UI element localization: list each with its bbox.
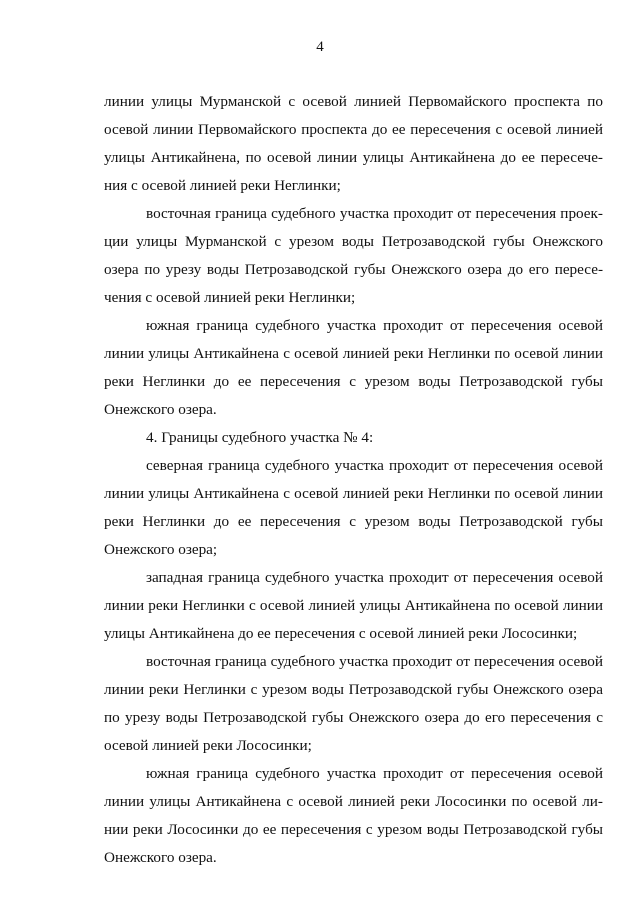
- text-line: северная граница судебного участка проходит от пересечения осевой: [146, 457, 603, 474]
- text-line: реки Неглинки до ее пересечения с урезом воды Петрозаводской губы: [104, 513, 603, 530]
- text-line: западная граница судебного участка проходит от пересечения осевой: [146, 569, 603, 586]
- text-line: Онежского озера;: [104, 541, 218, 558]
- text-line: Онежского озера.: [104, 849, 217, 866]
- text-line: восточная граница судебного участка проходит от пересечения осевой: [146, 653, 603, 670]
- text-line: южная граница судебного участка проходит от пересечения осевой: [146, 765, 603, 782]
- text-line: линии реки Неглинки с осевой линией улицы Антикайнена по осевой линии: [104, 597, 603, 614]
- text-line: Онежского озера.: [104, 401, 217, 418]
- text-line: улицы Антикайнена, по осевой линии улицы Антикайнена до ее пересече-: [104, 149, 603, 166]
- text-line: линии улицы Антикайнена с осевой линией реки Неглинки по осевой линии: [104, 345, 603, 362]
- text-line: ния с осевой линией реки Неглинки;: [104, 177, 341, 194]
- document-body: [104, 88, 603, 872]
- text-line: нии реки Лососинки до ее пересечения с урезом воды Петрозаводской губы: [104, 821, 603, 838]
- section-heading: 4. Границы судебного участка № 4:: [146, 429, 374, 446]
- text-line: осевой линии Первомайского проспекта до ее пересечения с осевой линией: [104, 121, 603, 138]
- text-line: реки Неглинки до ее пересечения с урезом воды Петрозаводской губы: [104, 373, 603, 390]
- text-line: озера по урезу воды Петрозаводской губы Онежского озера до его пересе-: [104, 261, 603, 278]
- text-line: линии реки Неглинки с урезом воды Петрозаводской губы Онежского озера: [104, 681, 603, 698]
- text-line: по урезу воды Петрозаводской губы Онежского озера до его пересечения с: [104, 709, 603, 726]
- text-line: линии улицы Мурманской с осевой линией Первомайского проспекта по: [104, 93, 603, 110]
- text-line: линии улицы Антикайнена с осевой линией реки Неглинки по осевой линии: [104, 485, 603, 502]
- text-line: линии улицы Антикайнена с осевой линией реки Лососинки по осевой ли-: [104, 793, 603, 810]
- text-line: восточная граница судебного участка проходит от пересечения проек-: [146, 205, 603, 222]
- text-line: чения с осевой линией реки Неглинки;: [104, 289, 356, 306]
- text-line: улицы Антикайнена до ее пересечения с осевой линией реки Лососинки;: [104, 625, 578, 642]
- text-line: осевой линией реки Лососинки;: [104, 737, 312, 754]
- text-line: ции улицы Мурманской с урезом воды Петрозаводской губы Онежского: [104, 233, 603, 250]
- text-line: южная граница судебного участка проходит от пересечения осевой: [146, 317, 603, 334]
- page-number: 4: [316, 39, 324, 55]
